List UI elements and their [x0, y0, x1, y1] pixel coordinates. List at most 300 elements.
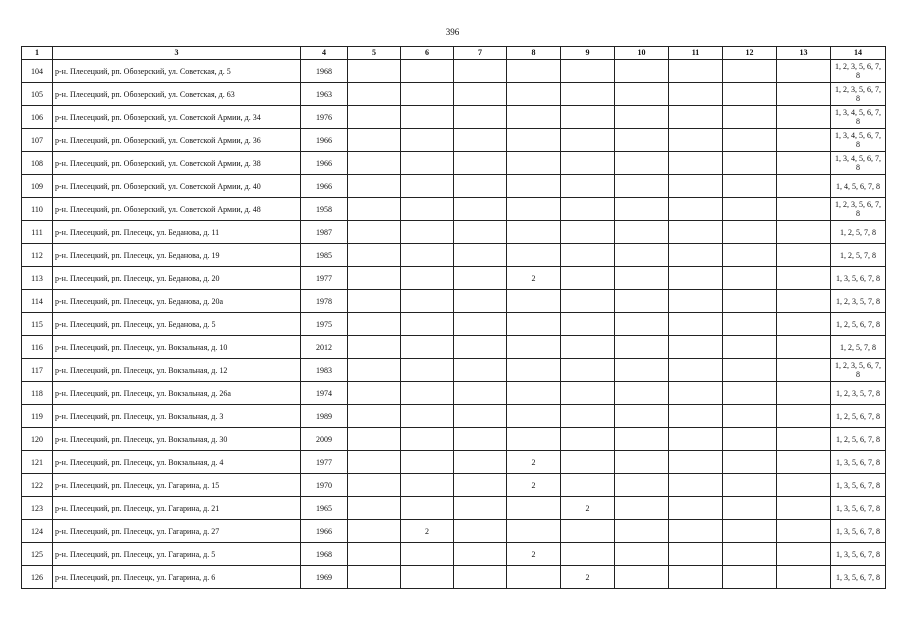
col9-cell — [561, 244, 615, 267]
column-header: 12 — [723, 47, 777, 60]
col12-cell — [723, 152, 777, 175]
col11-cell — [669, 566, 723, 589]
col13-cell — [777, 359, 831, 382]
col14-cell: 1, 3, 5, 6, 7, 8 — [831, 566, 886, 589]
col13-cell — [777, 244, 831, 267]
col7-cell — [454, 520, 507, 543]
col13-cell — [777, 566, 831, 589]
col10-cell — [615, 290, 669, 313]
col10-cell — [615, 359, 669, 382]
col8-cell — [507, 497, 561, 520]
col10-cell — [615, 497, 669, 520]
address-cell: р-н. Плесецкий, рп. Плесецк, ул. Гагарина, д. 5 — [53, 543, 301, 566]
table-row — [22, 290, 886, 313]
col9-cell — [561, 451, 615, 474]
col7-cell — [454, 198, 507, 221]
year-cell: 1958 — [301, 198, 348, 221]
table-row — [22, 129, 886, 152]
col9-cell — [561, 152, 615, 175]
col6-cell — [401, 152, 454, 175]
col6-cell — [401, 290, 454, 313]
col12-cell — [723, 244, 777, 267]
col11-cell — [669, 451, 723, 474]
col10-cell — [615, 428, 669, 451]
col14-cell: 1, 2, 3, 5, 6, 7, 8 — [831, 359, 886, 382]
col11-cell — [669, 290, 723, 313]
year-cell: 1977 — [301, 451, 348, 474]
col8-cell — [507, 382, 561, 405]
column-header: 8 — [507, 47, 561, 60]
col13-cell — [777, 336, 831, 359]
row-number: 125 — [22, 543, 53, 566]
col14-cell: 1, 3, 5, 6, 7, 8 — [831, 451, 886, 474]
col12-cell — [723, 520, 777, 543]
row-number: 119 — [22, 405, 53, 428]
col5-cell — [348, 497, 401, 520]
col14-cell: 1, 3, 5, 6, 7, 8 — [831, 267, 886, 290]
col7-cell — [454, 566, 507, 589]
col8-cell — [507, 290, 561, 313]
col9-cell — [561, 520, 615, 543]
col12-cell — [723, 290, 777, 313]
year-cell: 1966 — [301, 520, 348, 543]
table-row — [22, 497, 886, 520]
col6-cell — [401, 543, 454, 566]
row-number: 115 — [22, 313, 53, 336]
row-number: 126 — [22, 566, 53, 589]
col14-cell: 1, 3, 4, 5, 6, 7, 8 — [831, 152, 886, 175]
year-cell: 1989 — [301, 405, 348, 428]
table-row — [22, 451, 886, 474]
column-header: 13 — [777, 47, 831, 60]
col7-cell — [454, 290, 507, 313]
address-cell: р-н. Плесецкий, рп. Обозерский, ул. Советской Армии, д. 38 — [53, 152, 301, 175]
col10-cell — [615, 543, 669, 566]
col9-cell — [561, 382, 615, 405]
address-cell: р-н. Плесецкий, рп. Плесецк, ул. Беданова, д. 20а — [53, 290, 301, 313]
col9-cell — [561, 198, 615, 221]
table-row — [22, 175, 886, 198]
year-cell: 1983 — [301, 359, 348, 382]
header-row — [22, 47, 886, 60]
col7-cell — [454, 152, 507, 175]
col13-cell — [777, 290, 831, 313]
col9-cell — [561, 221, 615, 244]
column-header: 7 — [454, 47, 507, 60]
table-row — [22, 566, 886, 589]
col6-cell — [401, 313, 454, 336]
row-number: 117 — [22, 359, 53, 382]
row-number: 105 — [22, 83, 53, 106]
col7-cell — [454, 451, 507, 474]
address-cell: р-н. Плесецкий, рп. Плесецк, ул. Вокзальная, д. 4 — [53, 451, 301, 474]
col13-cell — [777, 313, 831, 336]
col11-cell — [669, 474, 723, 497]
col14-cell: 1, 2, 5, 6, 7, 8 — [831, 428, 886, 451]
col9-cell — [561, 106, 615, 129]
col6-cell — [401, 244, 454, 267]
year-cell: 1978 — [301, 290, 348, 313]
year-cell: 1968 — [301, 543, 348, 566]
col13-cell — [777, 175, 831, 198]
col5-cell — [348, 221, 401, 244]
col5-cell — [348, 152, 401, 175]
col5-cell — [348, 83, 401, 106]
col11-cell — [669, 428, 723, 451]
col9-cell — [561, 474, 615, 497]
col11-cell — [669, 359, 723, 382]
col11-cell — [669, 267, 723, 290]
address-cell: р-н. Плесецкий, рп. Обозерский, ул. Советской Армии, д. 40 — [53, 175, 301, 198]
col12-cell — [723, 497, 777, 520]
year-cell: 1977 — [301, 267, 348, 290]
col14-cell: 1, 2, 5, 6, 7, 8 — [831, 313, 886, 336]
col14-cell: 1, 2, 5, 6, 7, 8 — [831, 405, 886, 428]
col10-cell — [615, 198, 669, 221]
table-row — [22, 543, 886, 566]
col6-cell — [401, 497, 454, 520]
col6-cell — [401, 451, 454, 474]
col8-cell — [507, 313, 561, 336]
table-row — [22, 359, 886, 382]
col11-cell — [669, 313, 723, 336]
year-cell: 1987 — [301, 221, 348, 244]
col13-cell — [777, 129, 831, 152]
col12-cell — [723, 106, 777, 129]
page-number: 396 — [445, 27, 460, 37]
col9-cell — [561, 60, 615, 83]
table-header — [22, 47, 886, 60]
col6-cell — [401, 129, 454, 152]
col14-cell: 1, 2, 3, 5, 6, 7, 8 — [831, 83, 886, 106]
col14-cell: 1, 3, 5, 6, 7, 8 — [831, 497, 886, 520]
table-row — [22, 221, 886, 244]
col5-cell — [348, 290, 401, 313]
col7-cell — [454, 267, 507, 290]
col9-cell — [561, 336, 615, 359]
table-row — [22, 198, 886, 221]
col9-cell — [561, 175, 615, 198]
col7-cell — [454, 336, 507, 359]
col9-cell — [561, 359, 615, 382]
col5-cell — [348, 359, 401, 382]
year-cell: 1969 — [301, 566, 348, 589]
col12-cell — [723, 83, 777, 106]
col14-cell: 1, 3, 4, 5, 6, 7, 8 — [831, 106, 886, 129]
row-number: 122 — [22, 474, 53, 497]
address-cell: р-н. Плесецкий, рп. Плесецк, ул. Беданова, д. 19 — [53, 244, 301, 267]
col10-cell — [615, 336, 669, 359]
col6-cell — [401, 83, 454, 106]
col5-cell — [348, 382, 401, 405]
col7-cell — [454, 405, 507, 428]
year-cell: 2009 — [301, 428, 348, 451]
col9-cell — [561, 83, 615, 106]
address-cell: р-н. Плесецкий, рп. Обозерский, ул. Советская, д. 5 — [53, 60, 301, 83]
col6-cell — [401, 198, 454, 221]
col6-cell — [401, 267, 454, 290]
column-header: 3 — [53, 47, 301, 60]
col5-cell — [348, 428, 401, 451]
row-number: 110 — [22, 198, 53, 221]
year-cell: 1966 — [301, 129, 348, 152]
col14-cell: 1, 3, 5, 6, 7, 8 — [831, 543, 886, 566]
col9-cell — [561, 129, 615, 152]
col5-cell — [348, 60, 401, 83]
col10-cell — [615, 474, 669, 497]
address-cell: р-н. Плесецкий, рп. Плесецк, ул. Вокзальная, д. 10 — [53, 336, 301, 359]
table-body — [22, 60, 886, 589]
table-row — [22, 152, 886, 175]
col11-cell — [669, 60, 723, 83]
col11-cell — [669, 83, 723, 106]
year-cell: 1985 — [301, 244, 348, 267]
column-header: 10 — [615, 47, 669, 60]
col12-cell — [723, 198, 777, 221]
col11-cell — [669, 336, 723, 359]
col7-cell — [454, 497, 507, 520]
col7-cell — [454, 382, 507, 405]
year-cell: 1965 — [301, 497, 348, 520]
col10-cell — [615, 129, 669, 152]
address-cell: р-н. Плесецкий, рп. Плесецк, ул. Гагарина, д. 15 — [53, 474, 301, 497]
col11-cell — [669, 244, 723, 267]
col12-cell — [723, 543, 777, 566]
col14-cell: 1, 2, 3, 5, 7, 8 — [831, 382, 886, 405]
col10-cell — [615, 520, 669, 543]
col12-cell — [723, 267, 777, 290]
row-number: 118 — [22, 382, 53, 405]
table-row — [22, 83, 886, 106]
address-cell: р-н. Плесецкий, рп. Плесецк, ул. Вокзальная, д. 30 — [53, 428, 301, 451]
row-number: 121 — [22, 451, 53, 474]
row-number: 120 — [22, 428, 53, 451]
col6-cell — [401, 359, 454, 382]
col8-cell — [507, 520, 561, 543]
col8-cell — [507, 129, 561, 152]
col8-cell — [507, 359, 561, 382]
year-cell: 1975 — [301, 313, 348, 336]
col13-cell — [777, 382, 831, 405]
col8-cell — [507, 244, 561, 267]
col11-cell — [669, 198, 723, 221]
col6-cell — [401, 405, 454, 428]
col14-cell: 1, 2, 5, 7, 8 — [831, 221, 886, 244]
col10-cell — [615, 106, 669, 129]
address-cell: р-н. Плесецкий, рп. Плесецк, ул. Беданова, д. 20 — [53, 267, 301, 290]
table-row — [22, 520, 886, 543]
year-cell: 1976 — [301, 106, 348, 129]
col10-cell — [615, 60, 669, 83]
col11-cell — [669, 543, 723, 566]
year-cell: 1966 — [301, 175, 348, 198]
row-number: 109 — [22, 175, 53, 198]
col5-cell — [348, 267, 401, 290]
col10-cell — [615, 175, 669, 198]
col12-cell — [723, 382, 777, 405]
col13-cell — [777, 543, 831, 566]
col7-cell — [454, 129, 507, 152]
address-cell: р-н. Плесецкий, рп. Плесецк, ул. Вокзальная, д. 12 — [53, 359, 301, 382]
row-number: 111 — [22, 221, 53, 244]
col12-cell — [723, 336, 777, 359]
col6-cell — [401, 60, 454, 83]
address-cell: р-н. Плесецкий, рп. Плесецк, ул. Гагарина, д. 21 — [53, 497, 301, 520]
row-number: 114 — [22, 290, 53, 313]
address-cell: р-н. Плесецкий, рп. Обозерский, ул. Советской Армии, д. 48 — [53, 198, 301, 221]
col12-cell — [723, 221, 777, 244]
col7-cell — [454, 83, 507, 106]
col10-cell — [615, 451, 669, 474]
col5-cell — [348, 129, 401, 152]
row-number: 104 — [22, 60, 53, 83]
col7-cell — [454, 474, 507, 497]
address-cell: р-н. Плесецкий, рп. Плесецк, ул. Гагарина, д. 6 — [53, 566, 301, 589]
col14-cell: 1, 2, 5, 7, 8 — [831, 336, 886, 359]
col13-cell — [777, 405, 831, 428]
col8-cell — [507, 106, 561, 129]
col7-cell — [454, 60, 507, 83]
row-number: 113 — [22, 267, 53, 290]
col7-cell — [454, 106, 507, 129]
col8-cell: 2 — [507, 267, 561, 290]
col13-cell — [777, 428, 831, 451]
year-cell: 1966 — [301, 152, 348, 175]
col10-cell — [615, 405, 669, 428]
col6-cell — [401, 221, 454, 244]
column-header: 14 — [831, 47, 886, 60]
col14-cell: 1, 3, 4, 5, 6, 7, 8 — [831, 129, 886, 152]
col12-cell — [723, 359, 777, 382]
col11-cell — [669, 129, 723, 152]
col5-cell — [348, 313, 401, 336]
col9-cell: 2 — [561, 497, 615, 520]
col7-cell — [454, 543, 507, 566]
housing-registry-table — [21, 46, 886, 589]
col11-cell — [669, 382, 723, 405]
column-header: 5 — [348, 47, 401, 60]
col14-cell: 1, 2, 3, 5, 6, 7, 8 — [831, 60, 886, 83]
col7-cell — [454, 244, 507, 267]
col7-cell — [454, 428, 507, 451]
year-cell: 2012 — [301, 336, 348, 359]
col11-cell — [669, 221, 723, 244]
col12-cell — [723, 428, 777, 451]
col6-cell — [401, 382, 454, 405]
col9-cell — [561, 267, 615, 290]
column-header: 4 — [301, 47, 348, 60]
col10-cell — [615, 267, 669, 290]
col7-cell — [454, 359, 507, 382]
col10-cell — [615, 221, 669, 244]
col8-cell: 2 — [507, 451, 561, 474]
address-cell: р-н. Плесецкий, рп. Обозерский, ул. Советской Армии, д. 36 — [53, 129, 301, 152]
col14-cell: 1, 4, 5, 6, 7, 8 — [831, 175, 886, 198]
col6-cell — [401, 428, 454, 451]
col13-cell — [777, 474, 831, 497]
row-number: 116 — [22, 336, 53, 359]
col9-cell — [561, 313, 615, 336]
col13-cell — [777, 152, 831, 175]
col13-cell — [777, 221, 831, 244]
table-row — [22, 405, 886, 428]
col8-cell — [507, 405, 561, 428]
col8-cell: 2 — [507, 543, 561, 566]
col8-cell — [507, 428, 561, 451]
col10-cell — [615, 382, 669, 405]
col6-cell: 2 — [401, 520, 454, 543]
year-cell: 1970 — [301, 474, 348, 497]
row-number: 124 — [22, 520, 53, 543]
col11-cell — [669, 175, 723, 198]
col5-cell — [348, 543, 401, 566]
col7-cell — [454, 175, 507, 198]
col9-cell — [561, 543, 615, 566]
table-row — [22, 106, 886, 129]
col13-cell — [777, 520, 831, 543]
col7-cell — [454, 313, 507, 336]
col13-cell — [777, 267, 831, 290]
col6-cell — [401, 566, 454, 589]
address-cell: р-н. Плесецкий, рп. Обозерский, ул. Советской Армии, д. 34 — [53, 106, 301, 129]
col10-cell — [615, 83, 669, 106]
col5-cell — [348, 106, 401, 129]
col12-cell — [723, 129, 777, 152]
col13-cell — [777, 451, 831, 474]
row-number: 106 — [22, 106, 53, 129]
col14-cell: 1, 2, 5, 7, 8 — [831, 244, 886, 267]
row-number: 112 — [22, 244, 53, 267]
address-cell: р-н. Плесецкий, рп. Плесецк, ул. Вокзальная, д. 26а — [53, 382, 301, 405]
col12-cell — [723, 175, 777, 198]
address-cell: р-н. Плесецкий, рп. Плесецк, ул. Вокзальная, д. 3 — [53, 405, 301, 428]
address-cell: р-н. Плесецкий, рп. Обозерский, ул. Советская, д. 63 — [53, 83, 301, 106]
col12-cell — [723, 313, 777, 336]
col9-cell: 2 — [561, 566, 615, 589]
col6-cell — [401, 106, 454, 129]
col8-cell — [507, 152, 561, 175]
col10-cell — [615, 313, 669, 336]
col11-cell — [669, 520, 723, 543]
table-row — [22, 336, 886, 359]
address-cell: р-н. Плесецкий, рп. Плесецк, ул. Беданова, д. 5 — [53, 313, 301, 336]
col5-cell — [348, 405, 401, 428]
col5-cell — [348, 566, 401, 589]
col5-cell — [348, 244, 401, 267]
table-row — [22, 313, 886, 336]
col10-cell — [615, 244, 669, 267]
col11-cell — [669, 405, 723, 428]
column-header: 1 — [22, 47, 53, 60]
col10-cell — [615, 566, 669, 589]
col12-cell — [723, 405, 777, 428]
row-number: 107 — [22, 129, 53, 152]
year-cell: 1974 — [301, 382, 348, 405]
col8-cell: 2 — [507, 474, 561, 497]
col8-cell — [507, 83, 561, 106]
col14-cell: 1, 3, 5, 6, 7, 8 — [831, 474, 886, 497]
col13-cell — [777, 497, 831, 520]
col8-cell — [507, 336, 561, 359]
col10-cell — [615, 152, 669, 175]
col13-cell — [777, 198, 831, 221]
col8-cell — [507, 566, 561, 589]
year-cell: 1963 — [301, 83, 348, 106]
col12-cell — [723, 451, 777, 474]
col13-cell — [777, 83, 831, 106]
col13-cell — [777, 60, 831, 83]
col11-cell — [669, 106, 723, 129]
